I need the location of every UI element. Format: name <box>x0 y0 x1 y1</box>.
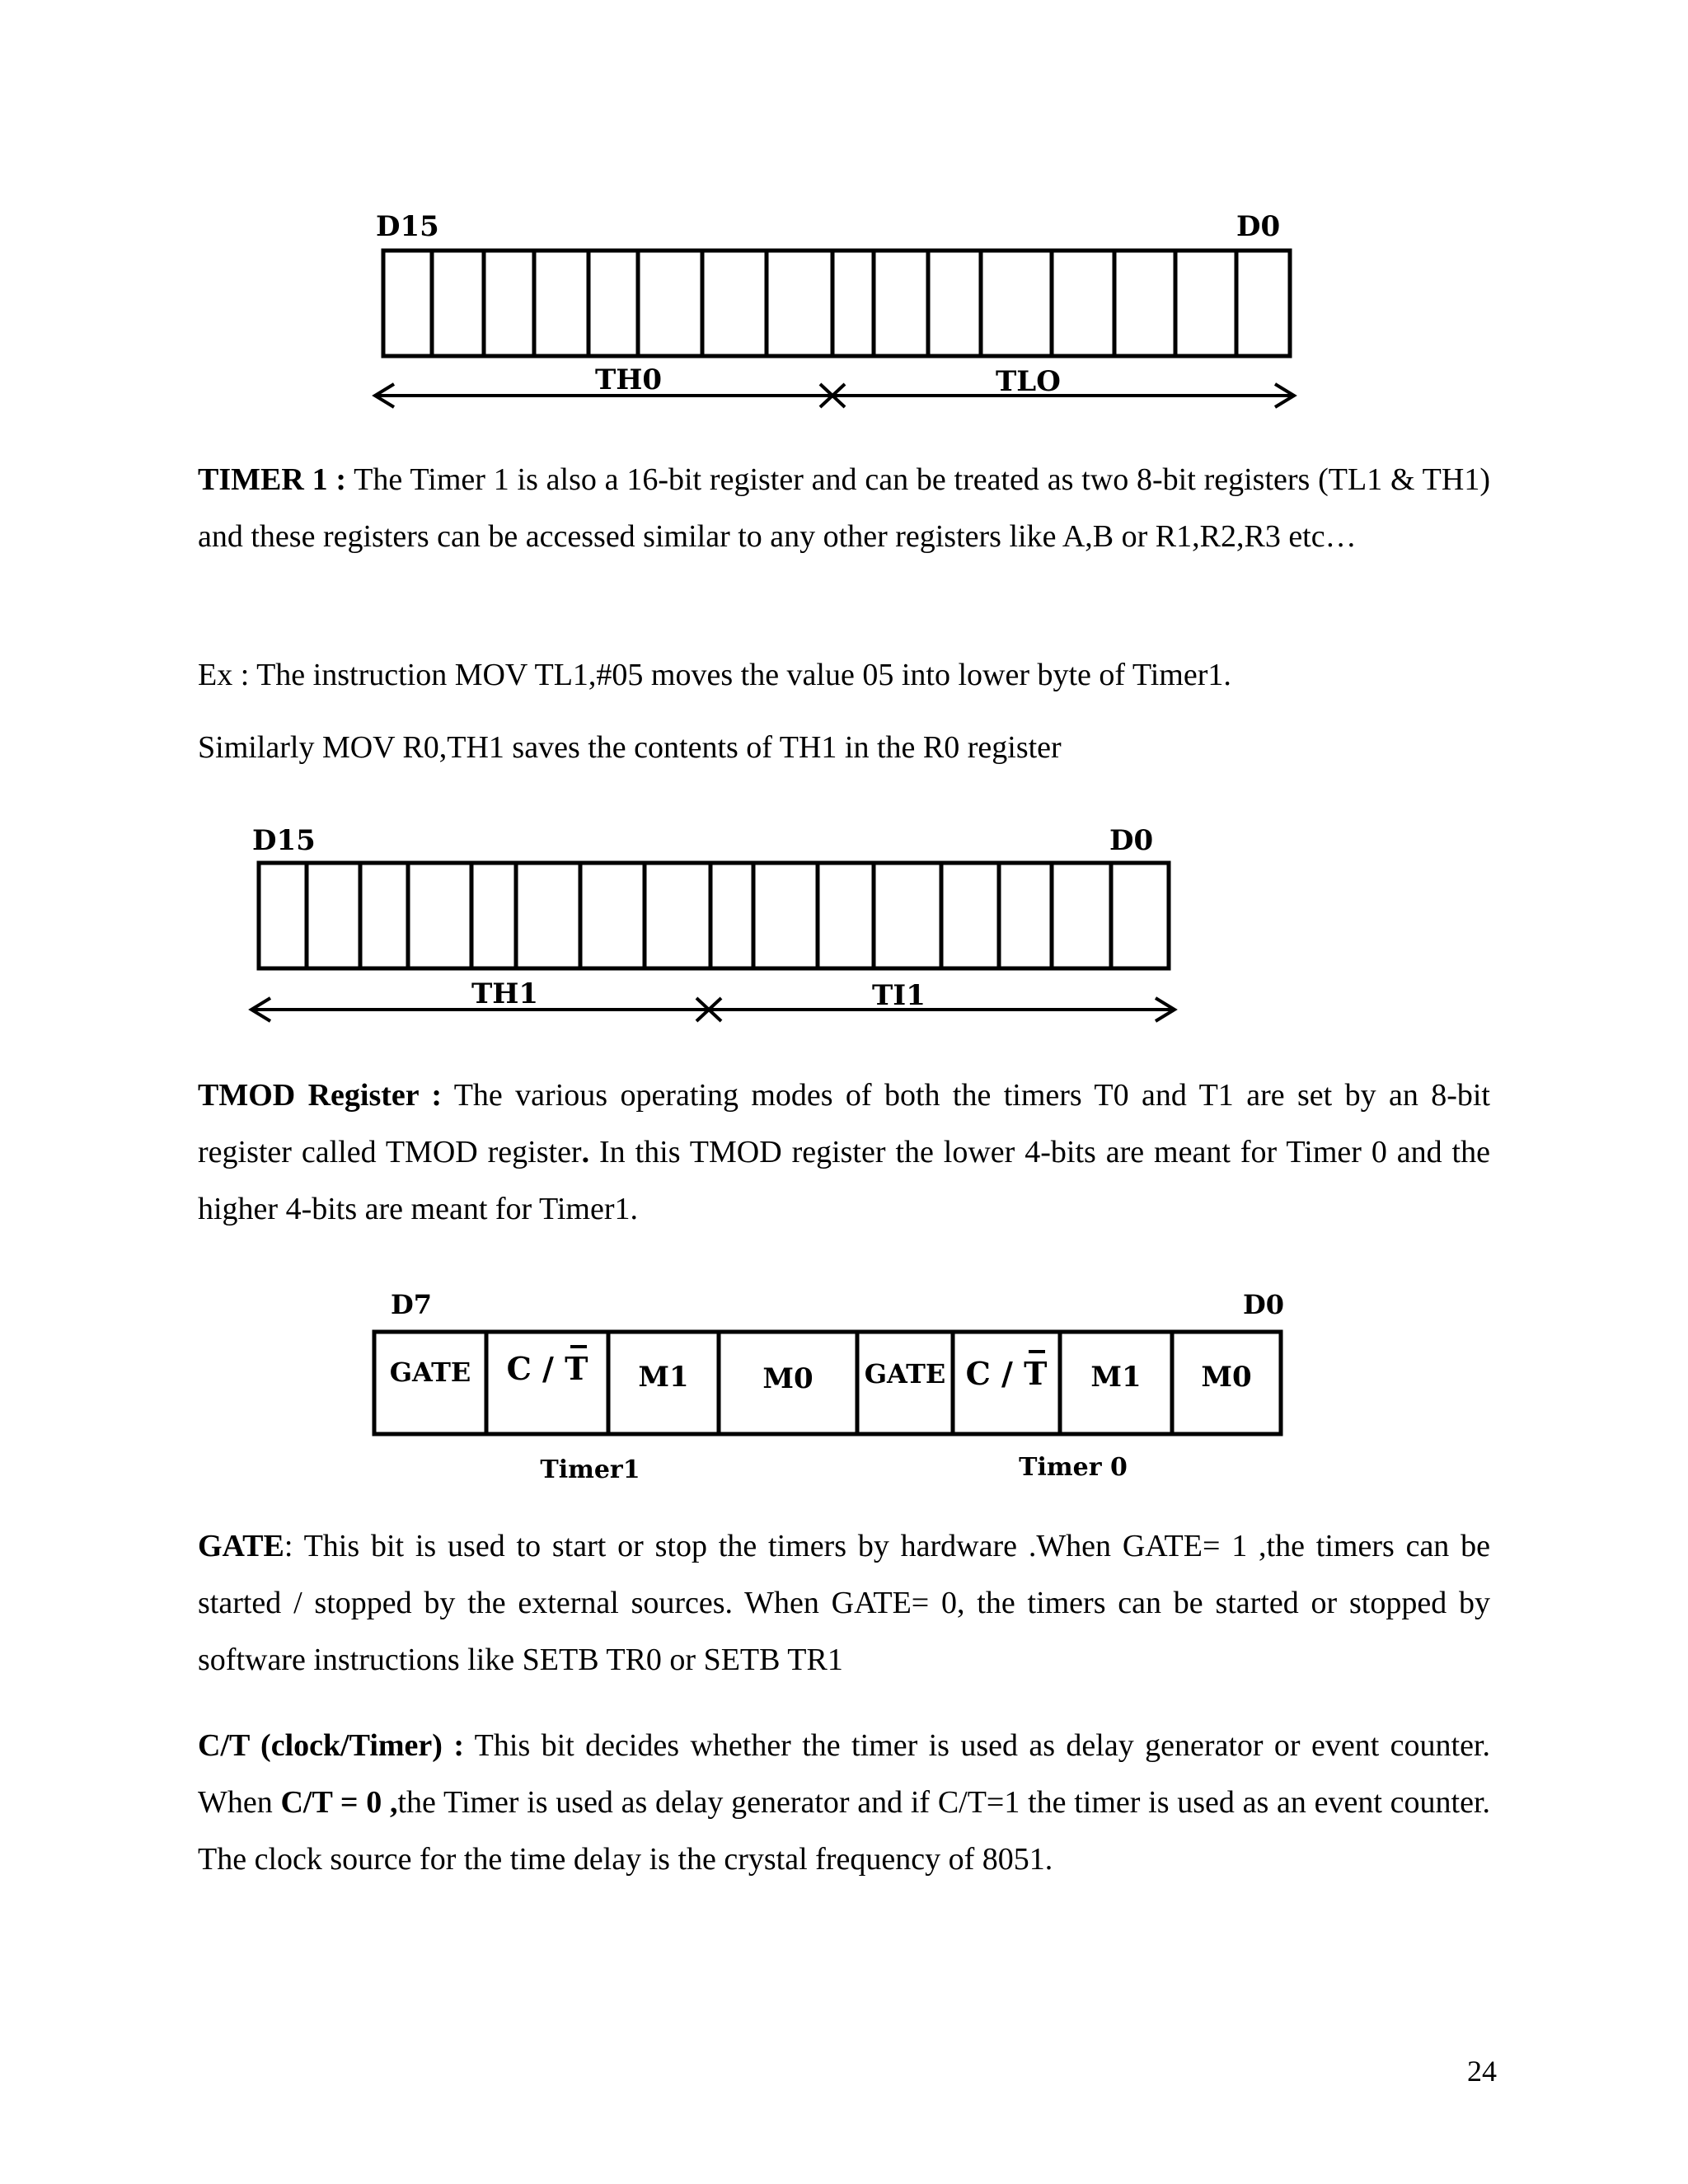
ct-text-2: the Timer is used as delay generator and if C/T=1 the timer is used as an event counter. The clock source for the time delay is the crystal frequency of 8051. <box>198 1785 1491 1877</box>
timer1-m1-field: M1 <box>638 1361 689 1394</box>
diagram1-high-byte-label: TH0 <box>595 363 663 396</box>
timer0-group-label: Timer 0 <box>1019 1453 1128 1482</box>
example-line: Ex : The instruction MOV TL1,#05 moves the value 05 into lower byte of Timer1. <box>198 658 1231 692</box>
similarly-line: Similarly MOV R0,TH1 saves the contents of TH1 in the R0 register <box>198 730 1062 765</box>
timer1-text: The Timer 1 is also a 16-bit register and can be treated as two 8-bit registers (TL1 & TH1) and these registers can be accessed similar to any other registers like A,B or R1,R2,R3 etc… <box>198 462 1490 554</box>
page-number: 24 <box>1467 2055 1497 2088</box>
diagram1-low-byte-label: TLO <box>996 365 1061 398</box>
tmod-dot: . <box>581 1135 590 1169</box>
diagram2-lsb-label: D0 <box>1109 824 1154 857</box>
timer0-m1-field: M1 <box>1090 1361 1142 1394</box>
timer1-group-label: Timer1 <box>540 1455 640 1484</box>
timer1-label: TIMER 1 : <box>198 462 347 497</box>
gate-paragraph <box>198 1518 1490 1689</box>
ct-bold-condition: C/T = 0 , <box>280 1785 398 1820</box>
timer0-m0-field: M0 <box>1201 1361 1252 1394</box>
timer1-m0-field: M0 <box>762 1362 814 1395</box>
timer0-register-diagram <box>363 198 1302 420</box>
tmod-label: TMOD Register : <box>198 1078 443 1113</box>
gate-text: : This bit is used to start or stop the timers by hardware .When GATE= 1 ,the timers can be started / stopped by the external sources. When GATE= 0, the timers can be started or stopped by software instructions like SETB TR0 or SETB TR1 <box>198 1529 1490 1677</box>
diagram1-msb-label: D15 <box>376 210 439 243</box>
diagram1-lsb-label: D0 <box>1236 210 1281 243</box>
timer0-gate-field: GATE <box>864 1358 946 1390</box>
timer1-gate-field: GATE <box>389 1357 471 1388</box>
diagram2-bit-cells <box>259 863 1169 968</box>
diagram2-high-byte-label: TH1 <box>471 977 539 1010</box>
diagram2-low-byte-label: TI1 <box>872 979 926 1012</box>
tmod-text-2: In this TMOD register the lower 4-bits are meant for Timer 0 and the higher 4-bits are meant for Timer1. <box>198 1135 1490 1226</box>
diagram1-span-arrow <box>375 384 1294 407</box>
diagram3-lsb-label: D0 <box>1243 1289 1285 1320</box>
tmod-text-1: The various operating modes of both the timers T0 and T1 are set by an 8-bit register called TMOD register <box>198 1078 1490 1169</box>
diagram2-span-arrow <box>251 998 1175 1021</box>
diagram3-msb-label: D7 <box>391 1289 433 1320</box>
timer1-register-diagram <box>239 812 1179 1034</box>
timer1-ct-field: C / T <box>506 1350 588 1387</box>
ct-label: C/T (clock/Timer) : <box>198 1728 464 1763</box>
diagram2-msb-label: D15 <box>252 824 316 857</box>
tmod-paragraph <box>198 1067 1490 1238</box>
ct-text-1: This bit decides whether the timer is used as delay generator or event counter. When <box>198 1728 1490 1820</box>
timer1-paragraph <box>198 452 1490 565</box>
gate-label: GATE <box>198 1529 284 1563</box>
tmod-register-diagram <box>363 1277 1302 1492</box>
diagram1-bit-cells <box>383 251 1290 356</box>
timer0-ct-field: C / T <box>965 1355 1048 1392</box>
ct-paragraph <box>198 1718 1490 1888</box>
